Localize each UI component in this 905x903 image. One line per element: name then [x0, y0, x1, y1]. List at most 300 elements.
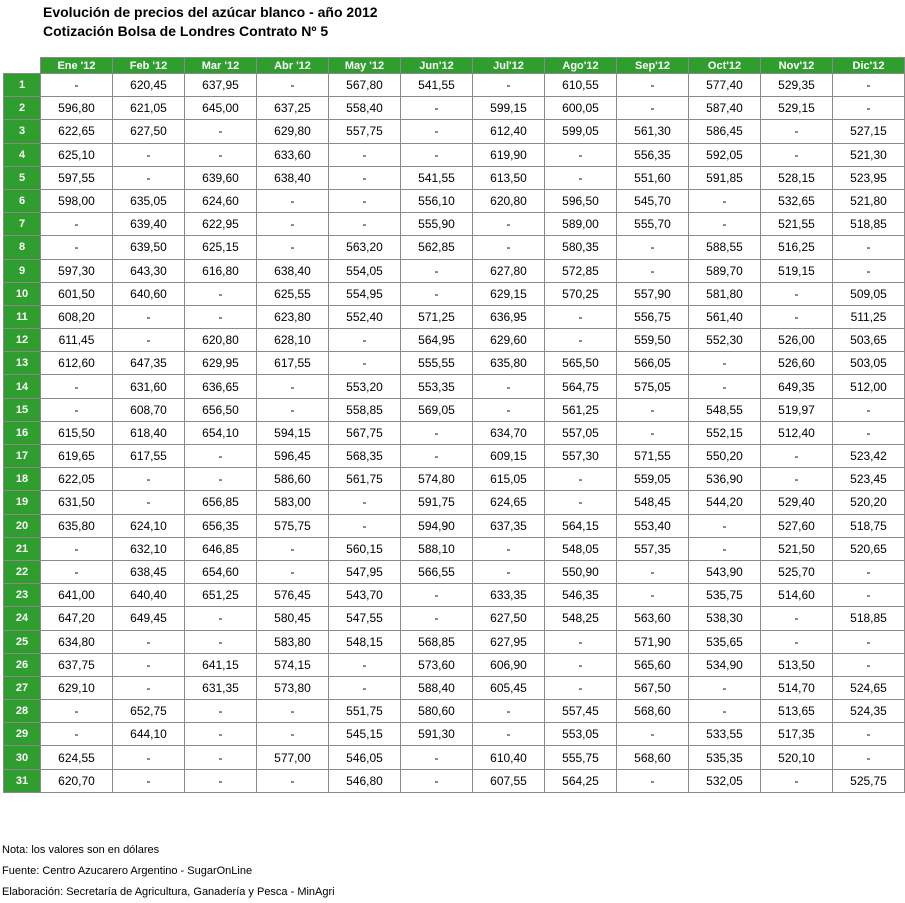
day-label: 25	[4, 630, 41, 653]
price-cell: 554,95	[329, 282, 401, 305]
price-cell: 639,40	[113, 213, 185, 236]
price-cell: -	[833, 584, 905, 607]
price-cell: 611,45	[41, 329, 113, 352]
price-cell: 594,15	[257, 421, 329, 444]
price-cell: 628,10	[257, 329, 329, 352]
price-cell: 520,10	[761, 746, 833, 769]
price-cell: 591,75	[401, 491, 473, 514]
price-cell: 620,80	[185, 329, 257, 352]
price-cell: 521,50	[761, 537, 833, 560]
price-cell: -	[113, 746, 185, 769]
price-cell: -	[113, 769, 185, 792]
price-cell: -	[545, 143, 617, 166]
day-label: 19	[4, 491, 41, 514]
price-cell: 656,50	[185, 398, 257, 421]
price-cell: -	[401, 143, 473, 166]
price-cell: -	[617, 421, 689, 444]
day-label: 16	[4, 421, 41, 444]
price-cell: 571,90	[617, 630, 689, 653]
price-cell: 561,40	[689, 305, 761, 328]
price-cell: 567,50	[617, 676, 689, 699]
table-row	[4, 259, 905, 282]
price-cell: -	[41, 375, 113, 398]
price-cell: 597,55	[41, 166, 113, 189]
price-cell: -	[689, 189, 761, 212]
price-cell: 624,10	[113, 514, 185, 537]
price-cell: -	[185, 445, 257, 468]
price-cell: -	[41, 398, 113, 421]
day-label: 14	[4, 375, 41, 398]
price-cell: -	[689, 352, 761, 375]
price-cell: -	[473, 74, 545, 97]
table-row	[4, 445, 905, 468]
price-cell: 639,50	[113, 236, 185, 259]
price-cell: 599,05	[545, 120, 617, 143]
price-cell: -	[545, 653, 617, 676]
price-cell: 567,80	[329, 74, 401, 97]
price-cell: 632,10	[113, 537, 185, 560]
price-cell: 535,35	[689, 746, 761, 769]
price-cell: -	[401, 421, 473, 444]
price-cell: 551,60	[617, 166, 689, 189]
price-cell: -	[761, 120, 833, 143]
price-cell: 618,40	[113, 421, 185, 444]
price-cell: 624,60	[185, 189, 257, 212]
note-prepared-by: Elaboración: Secretaría de Agricultura, Ganadería y Pesca - MinAgri	[2, 886, 335, 898]
price-cell: 589,70	[689, 259, 761, 282]
column-header: Ene '12	[41, 58, 113, 74]
price-cell: 638,40	[257, 259, 329, 282]
table-row	[4, 120, 905, 143]
price-cell: 640,60	[113, 282, 185, 305]
price-cell: 639,60	[185, 166, 257, 189]
day-label: 17	[4, 445, 41, 468]
price-cell: 552,40	[329, 305, 401, 328]
column-header: Nov'12	[761, 58, 833, 74]
price-cell: -	[113, 653, 185, 676]
price-cell: 518,75	[833, 514, 905, 537]
price-cell: -	[257, 398, 329, 421]
price-cell: 637,25	[257, 97, 329, 120]
price-cell: 513,50	[761, 653, 833, 676]
price-cell: -	[113, 468, 185, 491]
price-cell: 617,55	[113, 445, 185, 468]
price-cell: 518,85	[833, 607, 905, 630]
price-cell: 645,00	[185, 97, 257, 120]
day-label: 21	[4, 537, 41, 560]
price-cell: 548,05	[545, 537, 617, 560]
price-cell: 552,30	[689, 329, 761, 352]
price-cell: 635,05	[113, 189, 185, 212]
price-cell: -	[617, 74, 689, 97]
price-cell: 601,50	[41, 282, 113, 305]
price-cell: 534,90	[689, 653, 761, 676]
column-header: Oct'12	[689, 58, 761, 74]
price-cell: 566,55	[401, 560, 473, 583]
price-cell: -	[401, 282, 473, 305]
price-cell: 637,75	[41, 653, 113, 676]
price-cell: 649,35	[761, 375, 833, 398]
price-cell: 627,50	[113, 120, 185, 143]
day-label: 9	[4, 259, 41, 282]
price-cell: 573,80	[257, 676, 329, 699]
price-cell: 637,35	[473, 514, 545, 537]
price-cell: 600,05	[545, 97, 617, 120]
price-cell: 528,15	[761, 166, 833, 189]
price-cell: -	[833, 630, 905, 653]
price-cell: 556,75	[617, 305, 689, 328]
price-cell: -	[833, 746, 905, 769]
price-cell: 649,45	[113, 607, 185, 630]
price-cell: 543,90	[689, 560, 761, 583]
price-cell: -	[41, 213, 113, 236]
price-cell: 563,60	[617, 607, 689, 630]
price-cell: -	[185, 120, 257, 143]
price-cell: 620,70	[41, 769, 113, 792]
price-cell: 623,80	[257, 305, 329, 328]
price-cell: 608,70	[113, 398, 185, 421]
price-cell: 529,15	[761, 97, 833, 120]
price-cell: -	[545, 468, 617, 491]
price-cell: 597,30	[41, 259, 113, 282]
price-cell: 610,55	[545, 74, 617, 97]
price-cell: 561,30	[617, 120, 689, 143]
price-cell: 607,55	[473, 769, 545, 792]
day-label: 3	[4, 120, 41, 143]
price-cell: 520,65	[833, 537, 905, 560]
price-cell: -	[257, 723, 329, 746]
price-cell: 644,10	[113, 723, 185, 746]
price-cell: -	[833, 97, 905, 120]
price-cell: 535,65	[689, 630, 761, 653]
price-cell: 546,35	[545, 584, 617, 607]
price-cell: 575,05	[617, 375, 689, 398]
price-cell: 518,85	[833, 213, 905, 236]
price-cell: 514,70	[761, 676, 833, 699]
price-cell: -	[473, 213, 545, 236]
price-cell: 613,50	[473, 166, 545, 189]
price-cell: 547,95	[329, 560, 401, 583]
price-cell: -	[473, 723, 545, 746]
price-cell: 612,60	[41, 352, 113, 375]
price-cell: 641,15	[185, 653, 257, 676]
price-cell: -	[833, 653, 905, 676]
price-cell: 523,95	[833, 166, 905, 189]
column-header: Feb '12	[113, 58, 185, 74]
price-cell: 631,35	[185, 676, 257, 699]
price-cell: -	[689, 213, 761, 236]
price-cell: 635,80	[473, 352, 545, 375]
day-label: 8	[4, 236, 41, 259]
price-cell: 596,80	[41, 97, 113, 120]
price-cell: 568,35	[329, 445, 401, 468]
price-cell: 640,40	[113, 584, 185, 607]
price-cell: 619,90	[473, 143, 545, 166]
price-cell: 564,25	[545, 769, 617, 792]
price-cell: -	[329, 329, 401, 352]
price-cell: -	[617, 560, 689, 583]
price-cell: 553,20	[329, 375, 401, 398]
price-cell: -	[617, 723, 689, 746]
price-cell: 553,05	[545, 723, 617, 746]
price-cell: -	[617, 97, 689, 120]
table-row	[4, 352, 905, 375]
price-cell: -	[401, 584, 473, 607]
price-cell: -	[41, 560, 113, 583]
price-cell: 551,75	[329, 700, 401, 723]
price-cell: -	[473, 375, 545, 398]
price-cell: 520,20	[833, 491, 905, 514]
table-row	[4, 236, 905, 259]
page-subtitle: Cotización Bolsa de Londres Contrato Nº 5	[43, 23, 329, 39]
price-cell: 519,15	[761, 259, 833, 282]
price-cell: 627,50	[473, 607, 545, 630]
price-cell: -	[113, 305, 185, 328]
price-cell: -	[473, 398, 545, 421]
price-cell: -	[329, 352, 401, 375]
price-cell: 558,40	[329, 97, 401, 120]
price-cell: 615,50	[41, 421, 113, 444]
price-cell: 612,40	[473, 120, 545, 143]
price-cell: 583,00	[257, 491, 329, 514]
table-row	[4, 746, 905, 769]
price-cell: 599,15	[473, 97, 545, 120]
header-corner	[4, 58, 41, 74]
table-row	[4, 329, 905, 352]
price-cell: -	[617, 236, 689, 259]
table-row	[4, 630, 905, 653]
price-cell: 555,70	[617, 213, 689, 236]
price-cell: 625,15	[185, 236, 257, 259]
table-row	[4, 166, 905, 189]
table-row	[4, 74, 905, 97]
price-cell: 633,60	[257, 143, 329, 166]
price-cell: -	[545, 305, 617, 328]
column-header: May '12	[329, 58, 401, 74]
price-cell: -	[329, 143, 401, 166]
price-cell: -	[617, 769, 689, 792]
price-cell: 588,40	[401, 676, 473, 699]
price-cell: 636,95	[473, 305, 545, 328]
price-cell: -	[185, 305, 257, 328]
price-cell: 594,90	[401, 514, 473, 537]
table-row	[4, 97, 905, 120]
page-title: Evolución de precios del azúcar blanco - año 2012	[43, 4, 378, 20]
price-cell: -	[473, 236, 545, 259]
price-cell: 548,15	[329, 630, 401, 653]
note-source: Fuente: Centro Azucarero Argentino - SugarOnLine	[2, 865, 253, 877]
column-header: Dic'12	[833, 58, 905, 74]
price-cell: 535,75	[689, 584, 761, 607]
price-cell: 567,75	[329, 421, 401, 444]
price-cell: 521,55	[761, 213, 833, 236]
price-cell: 634,80	[41, 630, 113, 653]
price-cell: 638,45	[113, 560, 185, 583]
price-cell: -	[113, 630, 185, 653]
price-cell: 548,55	[689, 398, 761, 421]
price-cell: 550,90	[545, 560, 617, 583]
price-cell: 656,35	[185, 514, 257, 537]
price-cell: -	[401, 445, 473, 468]
table-row	[4, 282, 905, 305]
price-cell: 541,55	[401, 74, 473, 97]
price-cell: 625,55	[257, 282, 329, 305]
price-cell: 536,90	[689, 468, 761, 491]
price-cell: 651,25	[185, 584, 257, 607]
day-label: 1	[4, 74, 41, 97]
day-label: 30	[4, 746, 41, 769]
price-cell: -	[473, 537, 545, 560]
price-cell: 543,70	[329, 584, 401, 607]
price-cell: 577,00	[257, 746, 329, 769]
price-cell: 629,95	[185, 352, 257, 375]
price-cell: -	[257, 537, 329, 560]
price-cell: -	[761, 445, 833, 468]
price-cell: 561,25	[545, 398, 617, 421]
price-cell: -	[689, 375, 761, 398]
price-cell: 548,45	[617, 491, 689, 514]
price-cell: 636,65	[185, 375, 257, 398]
price-cell: 620,80	[473, 189, 545, 212]
price-cell: 627,80	[473, 259, 545, 282]
day-label: 28	[4, 700, 41, 723]
price-cell: 529,35	[761, 74, 833, 97]
price-cell: 566,05	[617, 352, 689, 375]
price-cell: -	[257, 236, 329, 259]
table-row	[4, 676, 905, 699]
price-cell: -	[113, 166, 185, 189]
price-cell: 591,85	[689, 166, 761, 189]
price-cell: 559,50	[617, 329, 689, 352]
table-row	[4, 653, 905, 676]
price-cell: 588,10	[401, 537, 473, 560]
price-cell: -	[329, 213, 401, 236]
price-cell: 545,15	[329, 723, 401, 746]
price-cell: -	[257, 213, 329, 236]
day-label: 18	[4, 468, 41, 491]
price-cell: -	[329, 189, 401, 212]
price-cell: -	[401, 120, 473, 143]
price-cell: -	[473, 700, 545, 723]
day-label: 13	[4, 352, 41, 375]
price-cell: 610,40	[473, 746, 545, 769]
price-cell: 572,85	[545, 259, 617, 282]
price-cell: 545,70	[617, 189, 689, 212]
price-cell: 553,40	[617, 514, 689, 537]
price-cell: 608,20	[41, 305, 113, 328]
day-label: 2	[4, 97, 41, 120]
day-label: 15	[4, 398, 41, 421]
price-cell: 560,15	[329, 537, 401, 560]
price-cell: 631,50	[41, 491, 113, 514]
price-cell: 555,75	[545, 746, 617, 769]
column-header: Jul'12	[473, 58, 545, 74]
price-cell: 525,75	[833, 769, 905, 792]
price-cell: 565,60	[617, 653, 689, 676]
price-cell: 568,60	[617, 746, 689, 769]
price-cell: -	[545, 676, 617, 699]
price-cell: 573,60	[401, 653, 473, 676]
price-cell: -	[761, 769, 833, 792]
price-cell: 629,15	[473, 282, 545, 305]
price-cell: 656,85	[185, 491, 257, 514]
price-cell: 605,45	[473, 676, 545, 699]
price-cell: 575,75	[257, 514, 329, 537]
header-row	[4, 58, 905, 74]
price-cell: -	[329, 166, 401, 189]
price-cell: 598,00	[41, 189, 113, 212]
price-cell: 627,95	[473, 630, 545, 653]
price-cell: 565,50	[545, 352, 617, 375]
price-cell: 619,65	[41, 445, 113, 468]
price-cell: 654,10	[185, 421, 257, 444]
price-cell: 550,20	[689, 445, 761, 468]
price-cell: 514,60	[761, 584, 833, 607]
price-cell: 511,25	[833, 305, 905, 328]
price-cell: 521,30	[833, 143, 905, 166]
price-cell: 647,35	[113, 352, 185, 375]
day-label: 22	[4, 560, 41, 583]
column-header: Jun'12	[401, 58, 473, 74]
price-cell: 544,20	[689, 491, 761, 514]
price-cell: 513,65	[761, 700, 833, 723]
day-label: 29	[4, 723, 41, 746]
price-cell: 562,85	[401, 236, 473, 259]
price-cell: 580,60	[401, 700, 473, 723]
table-row	[4, 769, 905, 792]
price-cell: 654,60	[185, 560, 257, 583]
price-cell: 625,10	[41, 143, 113, 166]
price-cell: -	[545, 329, 617, 352]
table-body	[4, 74, 905, 793]
price-cell: -	[401, 746, 473, 769]
price-cell: -	[545, 166, 617, 189]
price-cell: 554,05	[329, 259, 401, 282]
price-cell: -	[833, 398, 905, 421]
price-cell: -	[473, 560, 545, 583]
price-cell: 581,80	[689, 282, 761, 305]
price-cell: -	[185, 630, 257, 653]
price-cell: 519,97	[761, 398, 833, 421]
price-cell: -	[545, 630, 617, 653]
price-cell: 555,55	[401, 352, 473, 375]
price-cell: 641,00	[41, 584, 113, 607]
price-cell: 559,05	[617, 468, 689, 491]
price-cell: -	[185, 723, 257, 746]
price-cell: -	[401, 97, 473, 120]
price-cell: -	[185, 468, 257, 491]
day-label: 7	[4, 213, 41, 236]
price-cell: 609,15	[473, 445, 545, 468]
price-cell: -	[257, 375, 329, 398]
price-cell: 620,45	[113, 74, 185, 97]
price-cell: 556,10	[401, 189, 473, 212]
price-cell: 538,30	[689, 607, 761, 630]
price-cell: 586,60	[257, 468, 329, 491]
day-label: 31	[4, 769, 41, 792]
price-cell: 574,15	[257, 653, 329, 676]
price-cell: 652,75	[113, 700, 185, 723]
table-row	[4, 305, 905, 328]
price-cell: 633,35	[473, 584, 545, 607]
price-cell: 569,05	[401, 398, 473, 421]
price-cell: -	[41, 700, 113, 723]
price-cell: 557,30	[545, 445, 617, 468]
price-cell: 521,80	[833, 189, 905, 212]
day-label: 11	[4, 305, 41, 328]
price-cell: 634,70	[473, 421, 545, 444]
price-cell: 622,65	[41, 120, 113, 143]
